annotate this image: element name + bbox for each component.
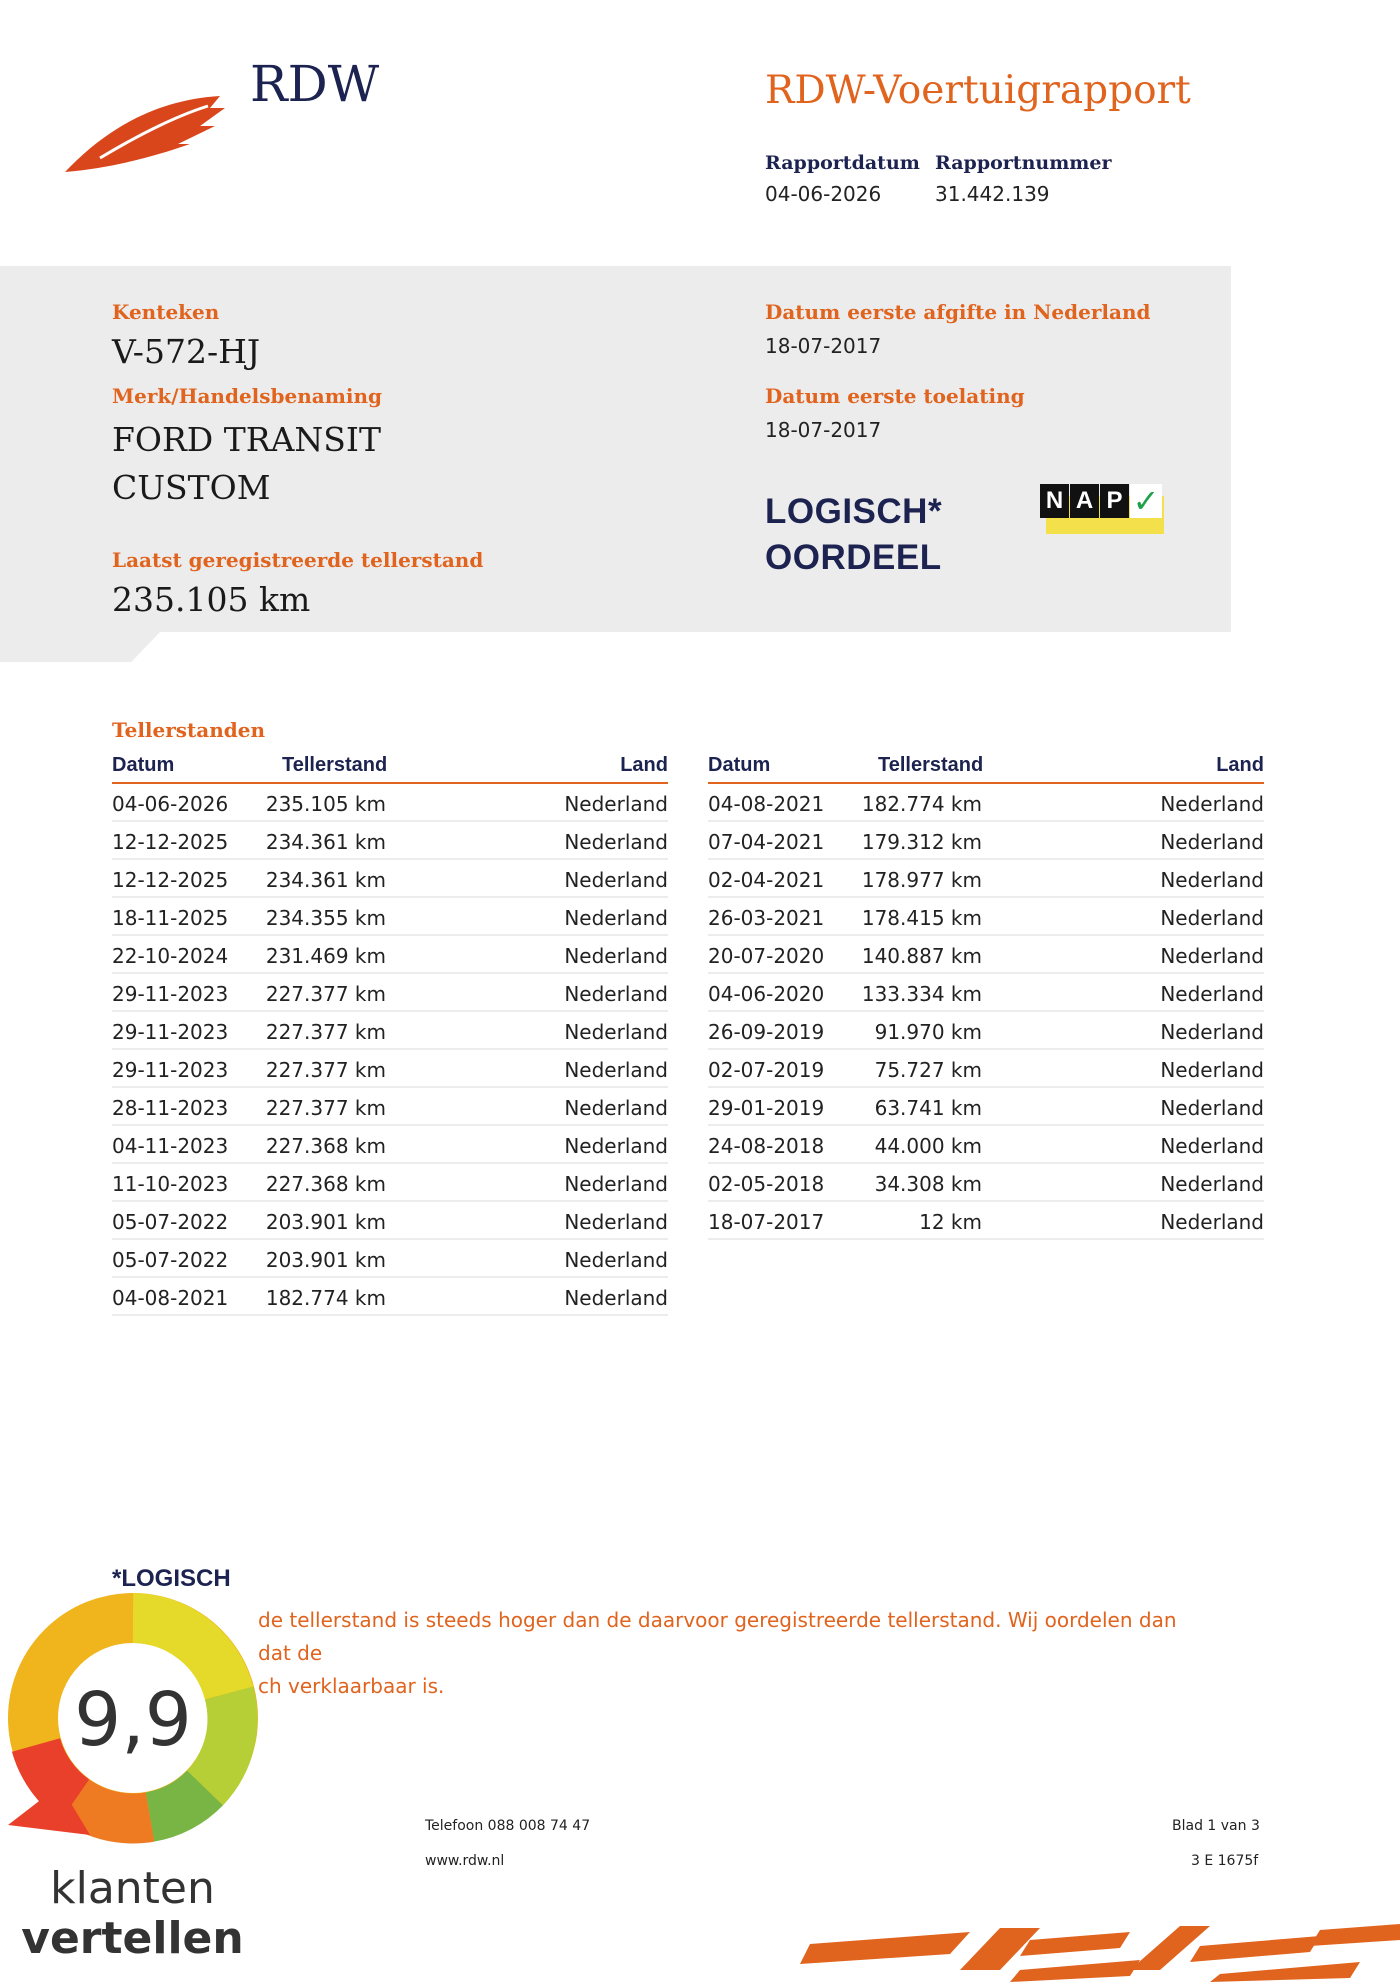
cell-land: Nederland bbox=[564, 1286, 668, 1310]
cell-tellerstand: 75.727 km bbox=[874, 1058, 982, 1082]
cell-tellerstand: 231.469 km bbox=[265, 944, 386, 968]
table-row bbox=[112, 1126, 668, 1164]
toelating-label: Datum eerste toelating bbox=[765, 384, 1025, 408]
nap-letter: P bbox=[1100, 484, 1129, 518]
rapportnummer-value: 31.442.139 bbox=[935, 182, 1050, 206]
cell-tellerstand: 179.312 km bbox=[861, 830, 982, 854]
nap-letter: A bbox=[1070, 484, 1099, 518]
rapportnummer-label: Rapportnummer bbox=[935, 152, 1112, 174]
checkmark-icon: ✓ bbox=[1130, 484, 1162, 518]
cell-land: Nederland bbox=[1160, 1134, 1264, 1158]
table-row bbox=[112, 1164, 668, 1202]
nap-letter: N bbox=[1040, 484, 1069, 518]
cell-datum: 02-04-2021 bbox=[708, 868, 825, 892]
afgifte-value: 18-07-2017 bbox=[765, 334, 882, 358]
cell-land: Nederland bbox=[564, 1210, 668, 1234]
cell-datum: 05-07-2022 bbox=[112, 1248, 229, 1272]
rating-score: 9,9 bbox=[74, 1677, 192, 1763]
table-row bbox=[112, 1050, 668, 1088]
cell-land: Nederland bbox=[564, 1134, 668, 1158]
table-row bbox=[112, 822, 668, 860]
cell-land: Nederland bbox=[1160, 868, 1264, 892]
cell-datum: 28-11-2023 bbox=[112, 1096, 229, 1120]
table-row bbox=[112, 1088, 668, 1126]
cell-tellerstand: 203.901 km bbox=[265, 1248, 386, 1272]
table-row bbox=[708, 936, 1264, 974]
table-row bbox=[708, 1050, 1264, 1088]
table-row bbox=[112, 1278, 668, 1316]
cell-tellerstand: 235.105 km bbox=[265, 792, 386, 816]
table-header bbox=[112, 752, 668, 784]
cell-land: Nederland bbox=[1160, 1096, 1264, 1120]
footer-website[interactable]: www.rdw.nl bbox=[425, 1853, 505, 1869]
footnote-line: de tellerstand is steeds hoger dan de daarvoor geregistreerde tellerstand. Wij oordelen dan dat de bbox=[258, 1608, 1177, 1665]
cell-datum: 20-07-2020 bbox=[708, 944, 825, 968]
cell-tellerstand: 12 km bbox=[919, 1210, 982, 1234]
cell-tellerstand: 234.361 km bbox=[265, 868, 386, 892]
cell-land: Nederland bbox=[564, 1020, 668, 1044]
cell-tellerstand: 133.334 km bbox=[861, 982, 982, 1006]
panel-notch bbox=[0, 632, 160, 662]
table-row bbox=[708, 898, 1264, 936]
decorative-stripes bbox=[800, 1920, 1400, 1986]
footnote-heading: *LOGISCH bbox=[112, 1565, 231, 1592]
cell-tellerstand: 182.774 km bbox=[861, 792, 982, 816]
oordeel-line2: OORDEEL bbox=[765, 538, 942, 577]
header-datum: Datum bbox=[112, 754, 175, 776]
footer-page-number: Blad 1 van 3 bbox=[1172, 1818, 1260, 1834]
table-header bbox=[708, 752, 1264, 784]
rapportdatum-label: Rapportdatum bbox=[765, 152, 920, 174]
table-row bbox=[708, 1126, 1264, 1164]
cell-datum: 12-12-2025 bbox=[112, 868, 229, 892]
footer-telefoon: Telefoon 088 008 74 47 bbox=[425, 1818, 591, 1834]
cell-tellerstand: 227.377 km bbox=[265, 1096, 386, 1120]
table-row bbox=[112, 936, 668, 974]
cell-datum: 05-07-2022 bbox=[112, 1210, 229, 1234]
cell-land: Nederland bbox=[564, 792, 668, 816]
table-row bbox=[112, 1202, 668, 1240]
cell-datum: 04-06-2020 bbox=[708, 982, 825, 1006]
cell-datum: 26-03-2021 bbox=[708, 906, 825, 930]
header-land: Land bbox=[620, 754, 668, 776]
cell-land: Nederland bbox=[564, 868, 668, 892]
table-row bbox=[112, 784, 668, 822]
cell-tellerstand: 227.377 km bbox=[265, 982, 386, 1006]
rdw-logo bbox=[60, 80, 230, 184]
cell-tellerstand: 234.361 km bbox=[265, 830, 386, 854]
cell-land: Nederland bbox=[564, 982, 668, 1006]
cell-land: Nederland bbox=[564, 906, 668, 930]
merk-label: Merk/Handelsbenaming bbox=[112, 384, 383, 408]
toelating-value: 18-07-2017 bbox=[765, 418, 882, 442]
cell-land: Nederland bbox=[1160, 944, 1264, 968]
cell-datum: 24-08-2018 bbox=[708, 1134, 825, 1158]
header-datum: Datum bbox=[708, 754, 771, 776]
cell-datum: 04-06-2026 bbox=[112, 792, 229, 816]
footer-code: 3 E 1675f bbox=[1191, 1853, 1259, 1869]
cell-tellerstand: 227.377 km bbox=[265, 1058, 386, 1082]
table-row bbox=[112, 974, 668, 1012]
rapportdatum-value: 04-06-2026 bbox=[765, 182, 882, 206]
table-row bbox=[708, 974, 1264, 1012]
cell-land: Nederland bbox=[1160, 792, 1264, 816]
table-row bbox=[708, 1012, 1264, 1050]
cell-datum: 29-11-2023 bbox=[112, 1020, 229, 1044]
cell-land: Nederland bbox=[1160, 906, 1264, 930]
table-row bbox=[112, 1012, 668, 1050]
kenteken-label: Kenteken bbox=[112, 300, 220, 324]
cell-datum: 12-12-2025 bbox=[112, 830, 229, 854]
nap-badge bbox=[1040, 484, 1164, 534]
cell-land: Nederland bbox=[1160, 1020, 1264, 1044]
cell-tellerstand: 227.368 km bbox=[265, 1134, 386, 1158]
table-row bbox=[112, 860, 668, 898]
tellerstanden-table-right bbox=[708, 752, 1264, 1240]
cell-land: Nederland bbox=[1160, 830, 1264, 854]
cell-tellerstand: 140.887 km bbox=[861, 944, 982, 968]
table-row bbox=[708, 822, 1264, 860]
rating-badge[interactable] bbox=[0, 1585, 265, 1982]
cell-datum: 29-01-2019 bbox=[708, 1096, 825, 1120]
kenteken-value: V-572-HJ bbox=[112, 332, 261, 371]
cell-tellerstand: 44.000 km bbox=[874, 1134, 982, 1158]
tellerstanden-title: Tellerstanden bbox=[112, 718, 266, 742]
cell-datum: 02-05-2018 bbox=[708, 1172, 825, 1196]
table-row bbox=[708, 860, 1264, 898]
cell-land: Nederland bbox=[564, 944, 668, 968]
cell-datum: 02-07-2019 bbox=[708, 1058, 825, 1082]
tellerstanden-table-left bbox=[112, 752, 668, 1316]
cell-tellerstand: 227.377 km bbox=[265, 1020, 386, 1044]
cell-tellerstand: 178.415 km bbox=[861, 906, 982, 930]
footnote-line: ch verklaarbaar is. bbox=[258, 1674, 445, 1698]
cell-tellerstand: 34.308 km bbox=[874, 1172, 982, 1196]
cell-datum: 07-04-2021 bbox=[708, 830, 825, 854]
afgifte-label: Datum eerste afgifte in Nederland bbox=[765, 300, 1151, 324]
cell-land: Nederland bbox=[564, 1058, 668, 1082]
header-land: Land bbox=[1216, 754, 1264, 776]
cell-tellerstand: 63.741 km bbox=[874, 1096, 982, 1120]
cell-tellerstand: 182.774 km bbox=[265, 1286, 386, 1310]
footnote-text bbox=[258, 1604, 1188, 1703]
table-row bbox=[708, 784, 1264, 822]
teller-value: 235.105 km bbox=[112, 580, 311, 619]
cell-land: Nederland bbox=[564, 1096, 668, 1120]
header-tellerstand: Tellerstand bbox=[282, 754, 388, 776]
cell-datum: 04-08-2021 bbox=[708, 792, 825, 816]
cell-land: Nederland bbox=[564, 1172, 668, 1196]
table-row bbox=[112, 898, 668, 936]
cell-datum: 04-11-2023 bbox=[112, 1134, 229, 1158]
cell-land: Nederland bbox=[1160, 982, 1264, 1006]
table-row bbox=[708, 1088, 1264, 1126]
merk-value-line1: FORD TRANSIT bbox=[112, 420, 381, 459]
cell-tellerstand: 203.901 km bbox=[265, 1210, 386, 1234]
brand-name: RDW bbox=[250, 55, 380, 113]
cell-datum: 04-08-2021 bbox=[112, 1286, 229, 1310]
cell-land: Nederland bbox=[1160, 1058, 1264, 1082]
teller-label: Laatst geregistreerde tellerstand bbox=[112, 548, 484, 572]
cell-land: Nederland bbox=[1160, 1210, 1264, 1234]
cell-land: Nederland bbox=[564, 830, 668, 854]
cell-datum: 26-09-2019 bbox=[708, 1020, 825, 1044]
cell-datum: 29-11-2023 bbox=[112, 982, 229, 1006]
cell-datum: 18-07-2017 bbox=[708, 1210, 825, 1234]
table-row bbox=[708, 1202, 1264, 1240]
cell-datum: 22-10-2024 bbox=[112, 944, 229, 968]
table-row bbox=[112, 1240, 668, 1278]
badge-line1: klanten bbox=[50, 1863, 215, 1914]
cell-tellerstand: 91.970 km bbox=[874, 1020, 982, 1044]
cell-tellerstand: 227.368 km bbox=[265, 1172, 386, 1196]
report-title: RDW-Voertuigrapport bbox=[765, 68, 1191, 113]
badge-line2: vertellen bbox=[21, 1913, 244, 1964]
cell-datum: 29-11-2023 bbox=[112, 1058, 229, 1082]
table-row bbox=[708, 1164, 1264, 1202]
merk-value-line2: CUSTOM bbox=[112, 468, 271, 507]
cell-datum: 18-11-2025 bbox=[112, 906, 229, 930]
header-tellerstand: Tellerstand bbox=[878, 754, 984, 776]
cell-land: Nederland bbox=[564, 1248, 668, 1272]
cell-datum: 11-10-2023 bbox=[112, 1172, 229, 1196]
cell-land: Nederland bbox=[1160, 1172, 1264, 1196]
oordeel-line1: LOGISCH* bbox=[765, 492, 943, 531]
cell-tellerstand: 234.355 km bbox=[265, 906, 386, 930]
cell-tellerstand: 178.977 km bbox=[861, 868, 982, 892]
